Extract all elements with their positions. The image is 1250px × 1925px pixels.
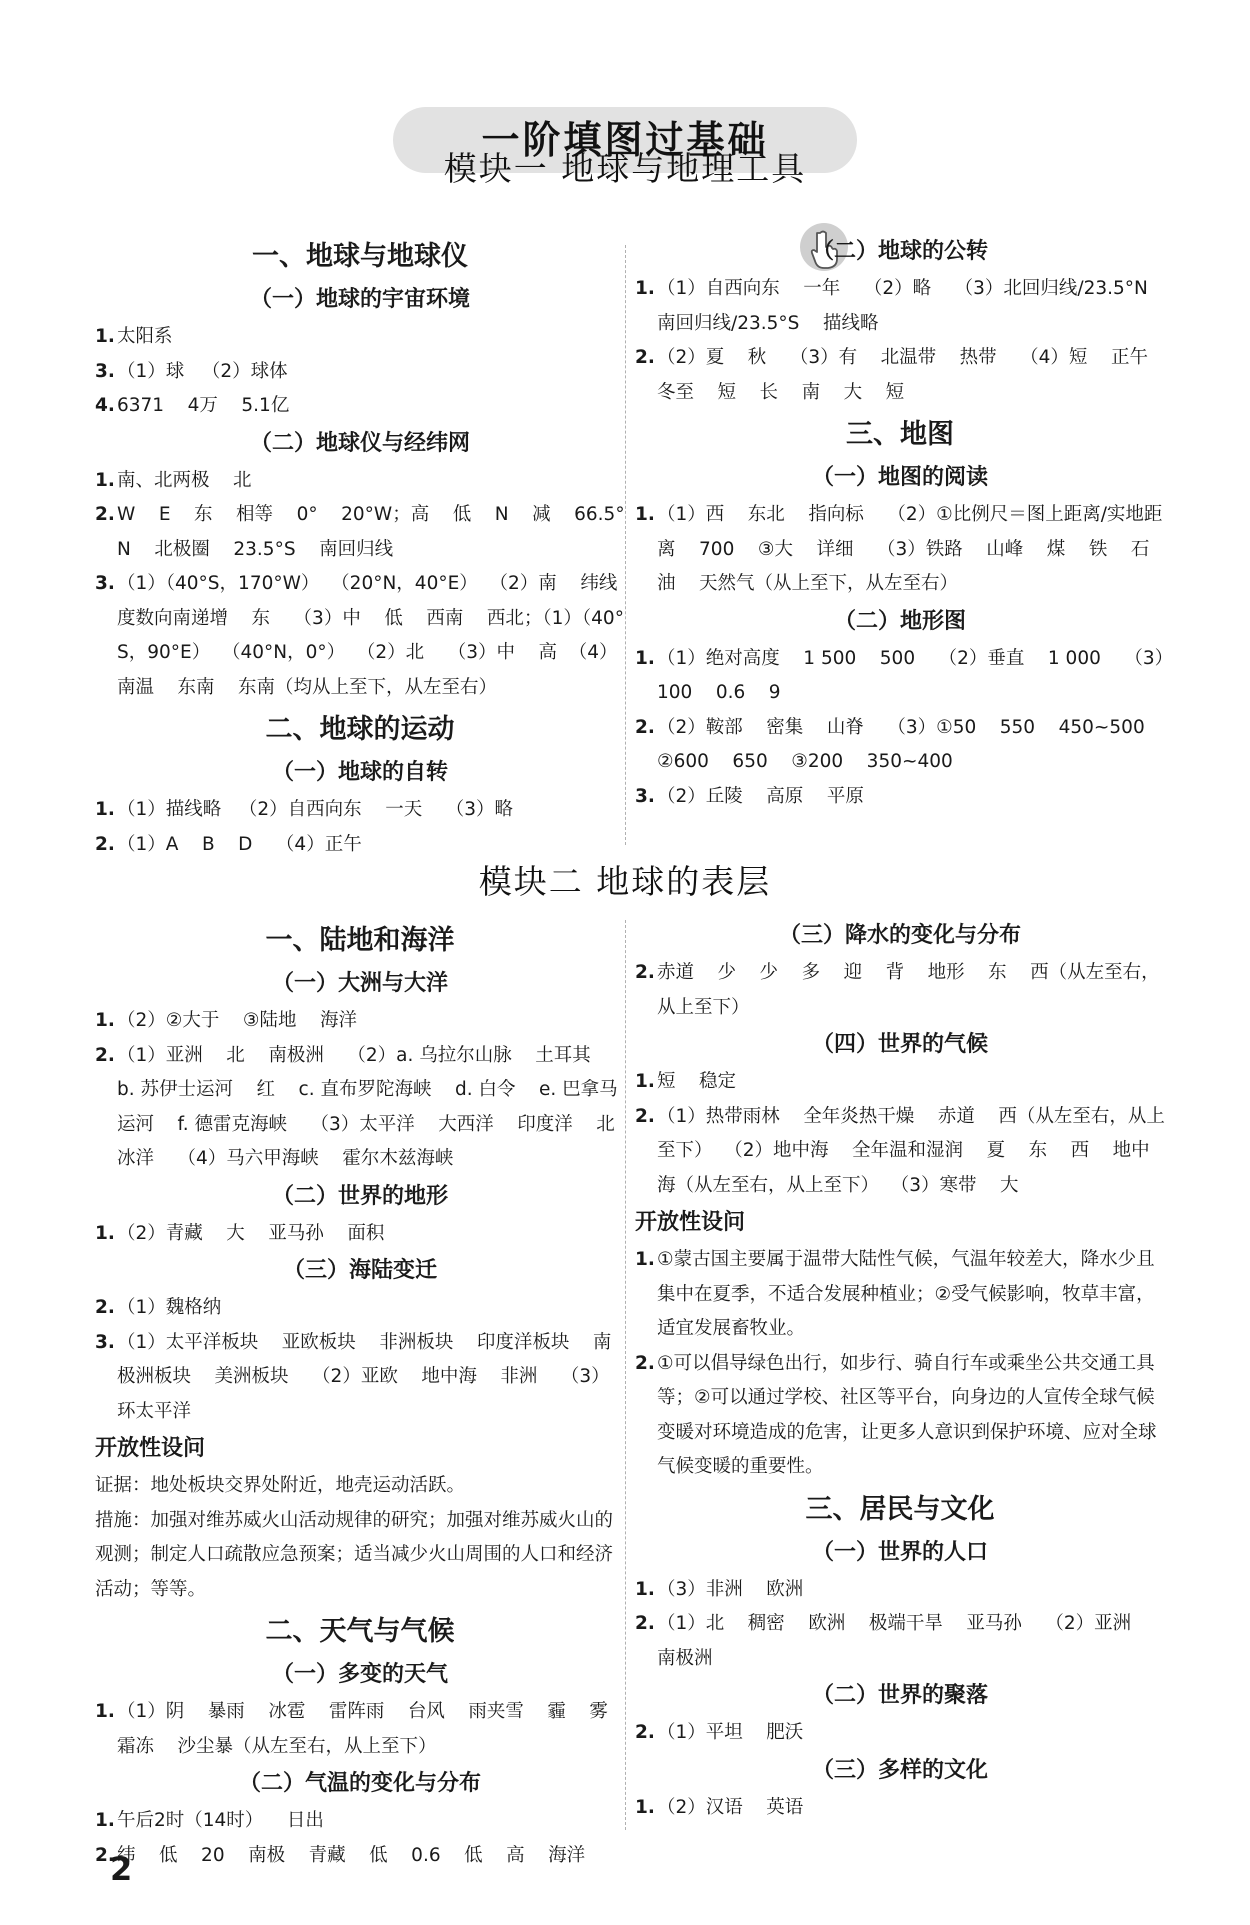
answer-text: （1）球 （2）球体: [117, 360, 288, 382]
answer-text: ①可以倡导绿色出行，如步行、骑自行车或乘坐公共交通工具等；②可以通过学校、社区等平台，向身边的人宣传全球气候变暖对环境造成的危害，让更多人意识到保护环境、应对全球气候变暖的重要性。: [657, 1352, 1157, 1477]
answer-number: 2.: [635, 1352, 655, 1374]
answer-item: [95, 498, 625, 567]
section-heading: 一、地球与地球仪: [252, 241, 468, 272]
answer-item: [635, 1100, 1165, 1204]
answer-item: [95, 1291, 625, 1326]
section-heading: 二、地球的运动: [265, 714, 455, 745]
answer-item: [635, 272, 1172, 341]
answer-text: （2）青藏 大 亚马孙 面积: [117, 1222, 385, 1244]
answer-text: （1）太平洋板块 亚欧板块 非洲板块 印度洋板块 南极洲板块 美洲板块 （2）亚欧 地中海 非洲 （3）环太平洋: [117, 1331, 612, 1422]
answer-text: （2）夏 秋 （3）有 北温带 热带 （4）短 正午 冬至 短 长 南 大 短: [657, 347, 1172, 403]
answer-item: [95, 1839, 625, 1874]
answer-number: 2.: [95, 1044, 115, 1066]
answer-item: [635, 1243, 1165, 1347]
section-heading: 二、天气与气候: [265, 1616, 455, 1647]
answer-item: [95, 793, 625, 828]
answer-text: （2）丘陵 高原 平原: [657, 785, 864, 807]
answer-number: 1.: [95, 799, 115, 820]
subsection-heading: （二）气温的变化与分布: [238, 1771, 481, 1796]
answer-item: [95, 1039, 625, 1177]
answer-number: 2.: [95, 833, 115, 855]
paragraph: 证据：地处板块交界处附近，地壳运动活跃。: [95, 1475, 466, 1496]
answer-number: 1.: [95, 1222, 115, 1244]
answer-text: （1）北 稠密 欧洲 极端干旱 亚马孙 （2）亚洲 南极洲: [657, 1613, 1155, 1669]
answer-number: 2.: [95, 1297, 115, 1318]
answer-text: 太阳系: [117, 326, 173, 347]
answer-item: [95, 355, 625, 390]
answer-number: 4.: [95, 395, 115, 416]
answer-number: 3.: [635, 785, 655, 807]
answer-number: 2.: [635, 716, 655, 738]
answer-text: （2）鞍部 密集 山脊 （3）①50 550 450~500 ②600 650 ③200 350~400: [657, 716, 1169, 772]
subsection-heading: （三）多样的文化: [811, 1757, 988, 1783]
module1-right-column: [635, 232, 1172, 814]
answer-number: 1.: [635, 1249, 655, 1270]
answer-number: 1.: [635, 504, 655, 525]
subsection-heading: （一）地图的阅读: [811, 465, 988, 490]
answer-item: [635, 1347, 1165, 1485]
answer-item: [635, 780, 1165, 815]
answer-number: 3.: [95, 360, 115, 382]
answer-text: （1）热带雨林 全年炎热干燥 赤道 西（从左至右，从上至下） （2）地中海 全年温和湿润 夏 东 西 地中海（从左至右，从上至下） （3）寒带 大: [657, 1105, 1165, 1196]
answer-item: [635, 956, 1165, 1025]
answer-text: （1）描线略 （2）自西向东 一天 （3）略: [117, 799, 513, 820]
answer-text: （1）阴 暴雨 冰雹 雷阵雨 台风 雨夹雪 霾 雾 霜冻 沙尘暴（从左至右，从上至下）: [117, 1701, 632, 1757]
answer-text: 纬 低 20 南极 青藏 低 0.6 低 高 海洋: [117, 1844, 586, 1866]
answer-item: [95, 464, 625, 499]
answer-text: 6371 4万 5.1亿: [117, 395, 290, 416]
section-heading: 一、陆地和海洋: [265, 925, 455, 956]
answer-item: [95, 320, 625, 355]
answer-number: 2.: [635, 347, 655, 368]
page-number: 2: [110, 1850, 133, 1888]
subsection-heading: （二）世界的地形: [271, 1183, 448, 1209]
answer-item: [95, 1695, 632, 1764]
answer-item: [635, 498, 1165, 602]
answer-item: [95, 389, 625, 424]
answer-number: 2.: [635, 1722, 655, 1743]
answer-item: [635, 1573, 1165, 1608]
answer-text: 午后2时（14时） 日出: [117, 1810, 324, 1831]
answer-number: 1.: [635, 1796, 655, 1818]
answer-number: 1.: [635, 1578, 655, 1600]
answer-number: 3.: [95, 1331, 115, 1353]
answer-text: 短 稳定: [657, 1071, 737, 1092]
answer-number: 1.: [635, 647, 655, 669]
module2-left-column: [95, 916, 632, 1873]
answer-number: 1.: [635, 1071, 655, 1092]
answer-number: 3.: [95, 573, 115, 594]
answer-number: 2.: [635, 1613, 655, 1634]
answer-text: （1）亚洲 北 南极洲 （2）a. 乌拉尔山脉 土耳其 b. 苏伊士运河 红 c. 直布罗陀海峡 d. 白令 e. 巴拿马运河 f. 德雷克海峡 （3）太平洋 大西洋 印度洋 北冰洋 （4）马六甲海峡 霍尔木兹海峡: [117, 1044, 618, 1169]
answer-text: （1）西 东北 指向标 （2）①比例尺＝图上距离/实地距离 700 ③大 详细 （3）铁路 山峰 煤 铁 石油 天然气（从上至下，从左至右）: [657, 504, 1163, 594]
answer-number: 2.: [95, 504, 115, 525]
answer-text: 南、北两极 北: [117, 469, 252, 491]
subsection-heading: （一）地球的自转: [271, 760, 448, 785]
answer-number: 1.: [95, 1810, 115, 1831]
subsection-heading: （三）海陆变迁: [282, 1258, 437, 1283]
subsection-heading: （二）地球仪与经纬网: [249, 430, 470, 456]
answer-number: 1.: [95, 469, 115, 491]
subsection-heading: （一）地球的宇宙环境: [249, 287, 470, 312]
column-divider-2: [625, 920, 626, 1830]
subsection-heading: （四）世界的气候: [811, 1032, 988, 1057]
answer-text: ①蒙古国主要属于温带大陆性气候，气温年较差大，降水少且集中在夏季，不适合发展种植业；②受气候影响，牧草丰富，适宜发展畜牧业。: [657, 1249, 1155, 1339]
answer-item: [635, 642, 1165, 711]
answer-text: （1）A B D （4）正午: [117, 833, 362, 855]
answer-number: 1.: [95, 326, 115, 347]
module2-right-column: [635, 916, 1165, 1825]
answer-item: [635, 1065, 1165, 1100]
module1-left-column: [95, 232, 625, 862]
subsection-heading: （二）世界的聚落: [811, 1683, 988, 1708]
answer-number: 1.: [95, 1701, 115, 1722]
module1-title: 模块一 地球与地理工具: [443, 149, 807, 188]
answer-item: [635, 1716, 1165, 1751]
paragraph: 措施：加强对维苏威火山活动规律的研究；加强对维苏威火山的观测；制定人口疏散应急预案；适当减少火山周围的人口和经济活动；等等。: [95, 1509, 614, 1600]
answer-number: 2.: [635, 962, 655, 983]
answer-item: [95, 1217, 625, 1252]
subsection-heading: （三）降水的变化与分布: [778, 923, 1021, 948]
answer-number: 1.: [635, 278, 655, 299]
answer-item: [95, 1004, 625, 1039]
answer-item: [635, 341, 1172, 410]
column-divider-1: [625, 245, 626, 845]
answer-text: （1）绝对高度 1 500 500 （2）垂直 1 000 （3）100 0.6 9: [657, 647, 1164, 703]
answer-text: （2）②大于 ③陆地 海洋: [117, 1010, 357, 1031]
subsection-heading: （二）地形图: [833, 608, 966, 634]
answer-text: （1）平坦 肥沃: [657, 1722, 804, 1743]
subsection-heading: （一）世界的人口: [811, 1539, 988, 1565]
answer-text: （1）魏格纳: [117, 1297, 222, 1318]
answer-text: 赤道 少 少 多 迎 背 地形 东 西（从左至右，从上至下）: [657, 962, 1160, 1018]
answer-text: （1）自西向东 一年 （2）略 （3）北回归线/23.5°N 南回归线/23.5°S 描线略: [657, 278, 1172, 334]
open-question-heading: 开放性设问: [635, 1210, 746, 1235]
answer-item: [635, 1607, 1165, 1676]
module2-title: 模块二 地球的表层: [478, 862, 772, 901]
answer-text: （1）（40°S，170°W） （20°N，40°E） （2）南 纬线度数向南递增 东 （3）中 低 西南 西北；（1）（40°S，90°E） （40°N，0°） （2）北 （3）中 高 （4）南温 东南 东南（均从上至下，从左至右）: [117, 573, 624, 698]
section-heading: 三、居民与文化: [805, 1493, 995, 1525]
subsection-heading: （一）大洲与大洋: [271, 971, 448, 996]
subsection-heading: （二）地球的公转: [811, 239, 988, 264]
answer-item: [95, 567, 625, 705]
answer-number: 1.: [95, 1010, 115, 1031]
answer-number: 2.: [95, 1844, 115, 1866]
banner-title: 一阶填图过基础: [481, 118, 769, 162]
subsection-heading: （一）多变的天气: [271, 1662, 448, 1687]
answer-number: 2.: [635, 1105, 655, 1127]
open-question-heading: 开放性设问: [95, 1436, 206, 1461]
answer-item: [95, 1326, 625, 1430]
answer-text: （3）非洲 欧洲: [657, 1578, 804, 1600]
answer-text: （2）汉语 英语: [657, 1796, 804, 1818]
answer-item: [635, 711, 1169, 780]
answer-item: [635, 1791, 1165, 1826]
answer-item: [95, 1804, 625, 1839]
answer-text: W E 东 相等 0° 20°W；高 低 N 减 66.5°N 北极圈 23.5°S 南回归线: [117, 504, 625, 560]
section-heading: 三、地图: [846, 419, 954, 450]
